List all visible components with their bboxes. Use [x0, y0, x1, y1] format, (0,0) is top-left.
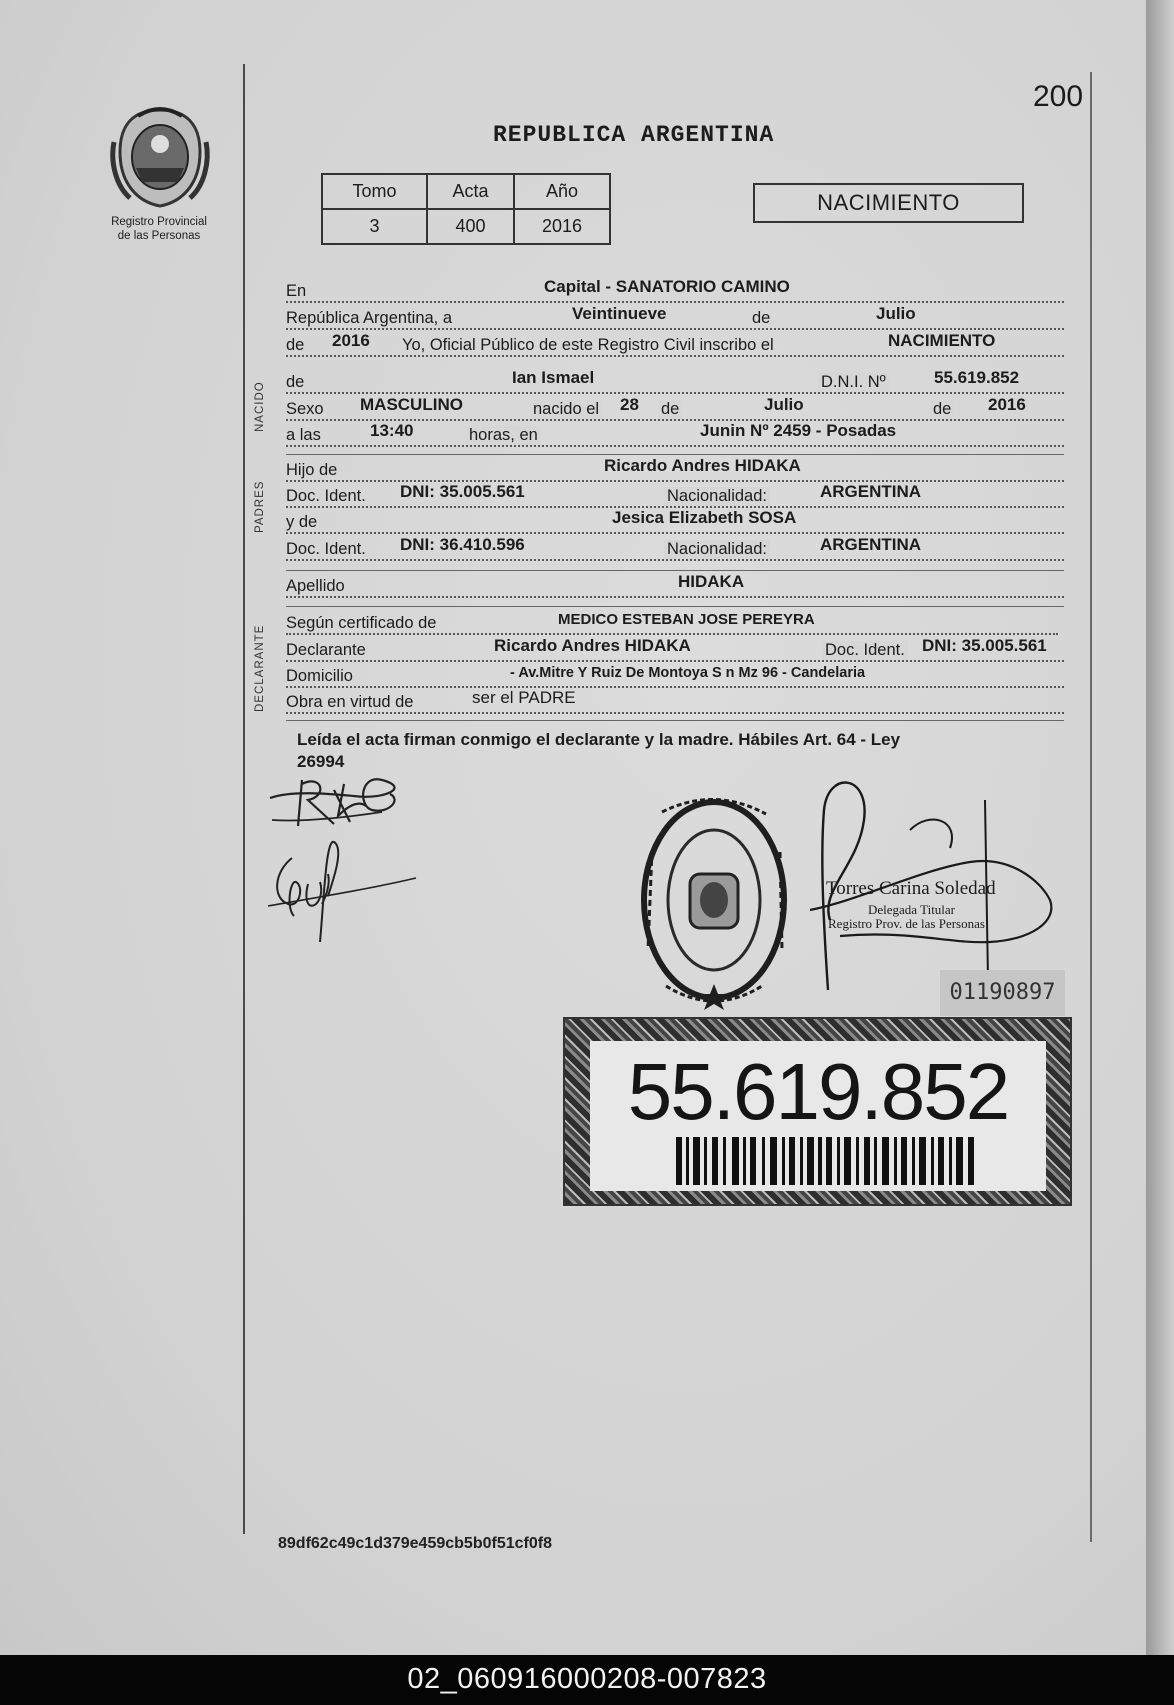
value-lugar-nacimiento: Junin Nº 2459 - Posadas — [700, 421, 897, 440]
registry-caption-line-2: de las Personas — [117, 230, 201, 242]
value-anio: 2016 — [332, 331, 370, 350]
value-sexo: MASCULINO — [360, 395, 463, 414]
value-obra: ser el PADRE — [472, 688, 576, 707]
line-apellido — [286, 572, 1064, 601]
section-divider-nacido — [286, 454, 1064, 455]
official-registry: Registro Prov. de las Personas — [828, 916, 985, 931]
value-nacido-anio: 2016 — [988, 395, 1026, 414]
value-doc-declarante: DNI: 35.005.561 — [922, 636, 1047, 655]
label-a-las: a las — [286, 426, 321, 444]
value-nombre: Ian Ismael — [512, 368, 595, 387]
value-doc-padre: DNI: 35.005.561 — [400, 482, 525, 501]
security-sticker — [563, 1017, 1072, 1206]
barcode-icon — [676, 1137, 976, 1185]
side-label-padres: PADRES — [254, 480, 266, 533]
page-edge-shadow — [1146, 0, 1174, 1655]
value-nacido-dia: 28 — [620, 395, 639, 414]
sticker-number: 55.619.852 — [627, 1047, 1009, 1136]
value-acta: 400 — [427, 209, 514, 244]
reference-table — [321, 173, 611, 245]
value-apellido: HIDAKA — [678, 572, 745, 591]
official-role: Delegada Titular — [868, 902, 956, 917]
label-horas-en: horas, en — [466, 426, 541, 445]
label-apellido: Apellido — [286, 577, 345, 595]
label-y-de: y de — [286, 513, 318, 531]
label-obra: Obra en virtud de — [286, 693, 414, 711]
provincial-emblem-icon — [108, 102, 212, 212]
side-label-nacido: NACIDO — [254, 381, 266, 432]
line-domicilio — [286, 665, 1064, 691]
label-nacionalidad-padre: Nacionalidad: — [664, 487, 770, 506]
label-doc-madre: Doc. Ident. — [286, 540, 366, 558]
official-name: Torres Carina Soledad — [826, 878, 996, 899]
serial-number: 01190897 — [940, 970, 1065, 1016]
value-tipo-inscripcion: NACIMIENTO — [888, 331, 996, 350]
header-anio: Año — [514, 174, 610, 209]
header-acta: Acta — [427, 174, 514, 209]
page-number: 200 — [1033, 80, 1084, 113]
line-certificado — [286, 612, 1064, 638]
section-divider-apellido — [286, 606, 1064, 607]
value-domicilio: - Av.Mitre Y Ruiz De Montoya S n Mz 96 - Candelaria — [510, 665, 866, 681]
label-de: de — [752, 309, 771, 327]
reference-table-header-row — [322, 174, 610, 209]
line-obra — [286, 688, 1064, 717]
reference-table-value-row — [322, 209, 610, 244]
label-en: En — [286, 282, 307, 300]
line-madre-doc — [286, 535, 1064, 564]
value-declarante: Ricardo Andres HIDAKA — [494, 636, 691, 655]
margin-line-right — [1090, 72, 1092, 1542]
declarant-signature — [262, 760, 412, 840]
label-doc-declarante: Doc. Ident. — [822, 641, 908, 660]
side-label-declarante: DECLARANTE — [254, 624, 266, 712]
label-sexo: Sexo — [286, 400, 324, 418]
document-title: REPUBLICA ARGENTINA — [493, 122, 775, 148]
value-madre: Jesica Elizabeth SOSA — [612, 508, 797, 527]
closing-statement-text: Leída el acta firman conmigo el declarante y la madre. Hábiles Art. 64 - Ley — [297, 730, 901, 749]
line-declarante — [286, 636, 1064, 665]
value-anio: 2016 — [514, 209, 610, 244]
registry-caption-line-1: Registro Provincial — [111, 216, 207, 228]
line-anio — [286, 331, 1064, 360]
line-hora — [286, 421, 1064, 450]
label-certificado: Según certificado de — [286, 614, 437, 632]
label-oficial: Yo, Oficial Público de este Registro Civil inscribo el — [402, 336, 774, 354]
label-nacido-el: nacido el — [530, 400, 602, 419]
line-madre — [286, 508, 1064, 537]
section-divider-padres — [286, 570, 1064, 571]
value-hora: 13:40 — [370, 421, 414, 440]
label-republica: República Argentina, a — [286, 309, 453, 327]
label-declarante: Declarante — [286, 641, 366, 659]
label-de-nacido: de — [658, 400, 682, 419]
registry-caption — [92, 215, 226, 243]
value-padre: Ricardo Andres HIDAKA — [604, 456, 801, 475]
closing-statement-ley: 26994 — [297, 752, 345, 771]
line-nombre — [286, 368, 1064, 397]
document-hash: 89df62c49c1d379e459cb5b0f51cf0f8 — [278, 1535, 552, 1552]
mother-signature — [264, 838, 420, 948]
label-nacionalidad-madre: Nacionalidad: — [664, 540, 770, 559]
label-dni: D.N.I. Nº — [818, 373, 889, 392]
section-divider-declarante — [286, 720, 1064, 721]
sticker-panel — [590, 1041, 1046, 1191]
line-republica — [286, 304, 1064, 333]
value-certificado: MEDICO ESTEBAN JOSE PEREYRA — [558, 611, 815, 628]
value-dni: 55.619.852 — [934, 368, 1020, 387]
line-en — [286, 277, 1064, 306]
value-doc-madre: DNI: 36.410.596 — [400, 535, 525, 554]
value-lugar-inscripcion: Capital - SANATORIO CAMINO — [544, 277, 790, 296]
label-de-nacido-anio: de — [930, 400, 954, 419]
label-domicilio: Domicilio — [286, 667, 353, 685]
act-type-box: NACIMIENTO — [753, 183, 1024, 223]
margin-line-left — [243, 64, 245, 1534]
registry-stamp-icon — [632, 790, 802, 1010]
footer-file-id: 02_060916000208-007823 — [407, 1663, 767, 1695]
label-hijo-de: Hijo de — [286, 461, 338, 479]
value-nacionalidad-madre: ARGENTINA — [820, 535, 922, 554]
value-nacionalidad-padre: ARGENTINA — [820, 482, 922, 501]
value-mes: Julio — [876, 304, 916, 323]
label-doc-padre: Doc. Ident. — [286, 487, 366, 505]
value-tomo: 3 — [322, 209, 427, 244]
header-tomo: Tomo — [322, 174, 427, 209]
label-de-nombre: de — [286, 373, 305, 391]
label-de-anio: de — [286, 336, 305, 354]
value-dia: Veintinueve — [572, 304, 667, 323]
value-nacido-mes: Julio — [764, 395, 804, 414]
